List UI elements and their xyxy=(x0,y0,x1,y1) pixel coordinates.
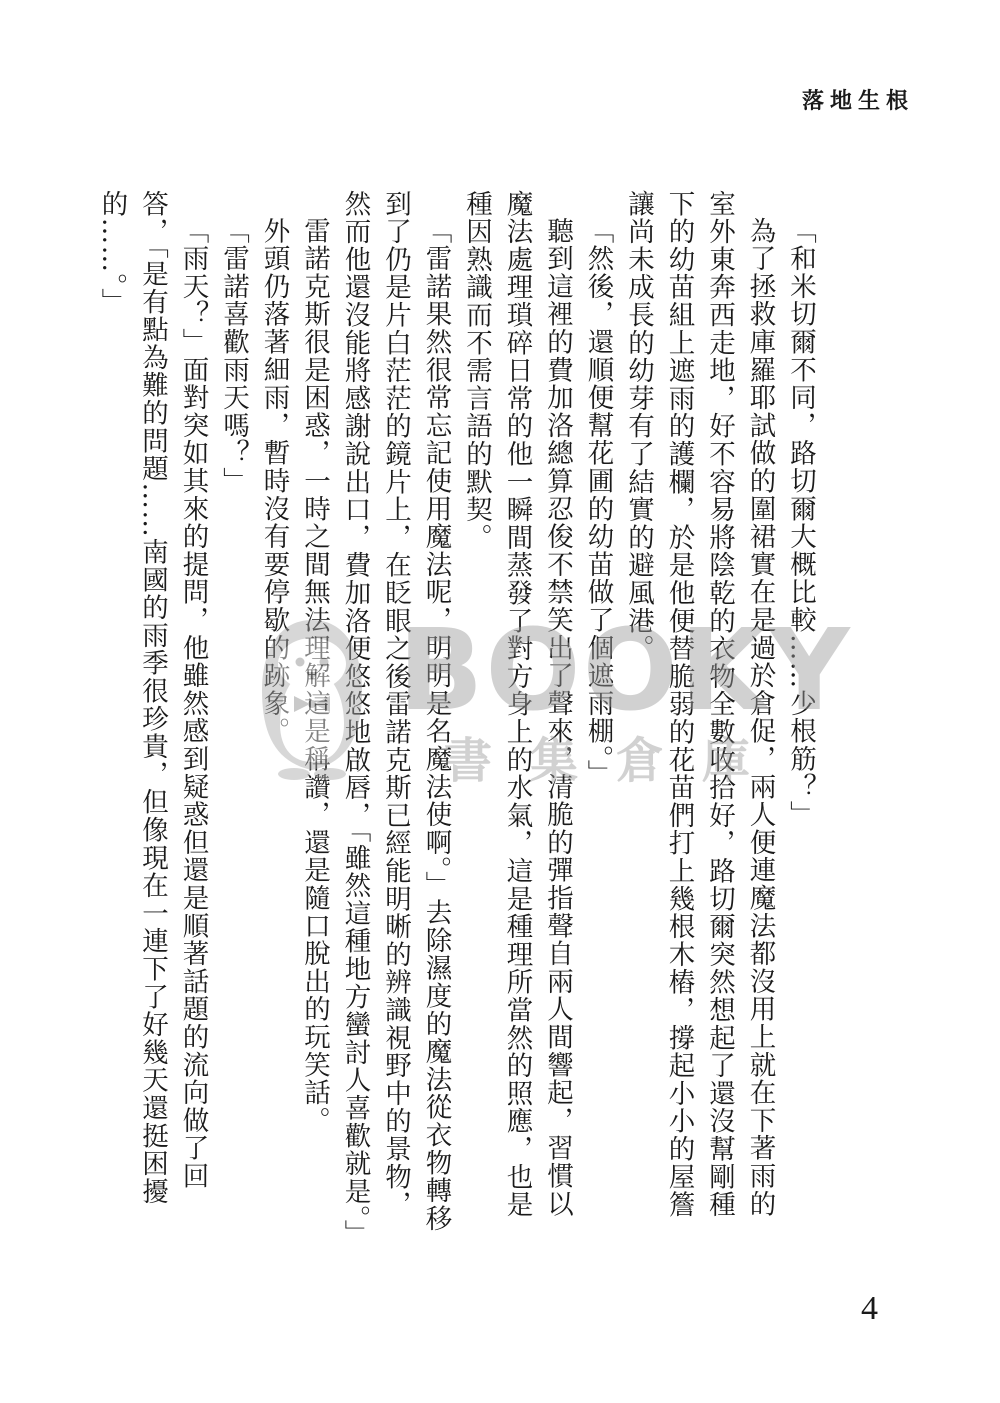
paragraph: 雷諾克斯很是困惑，一時之間無法理解這是稱讚，還是隨口脫出的玩笑話。 xyxy=(299,216,330,1134)
watermark-latin-text: BOOKY xyxy=(398,606,852,736)
paragraph: 外頭仍落著細雨，暫時沒有要停歇的跡象。 xyxy=(258,216,290,745)
page-number: 4 xyxy=(861,1290,878,1327)
paragraph: 「然後，還順便幫花圃的幼苗做了個遮雨棚。」 xyxy=(582,216,614,788)
paragraph: 「和米切爾不同，路切爾大概比較……少根筋？」 xyxy=(785,216,816,829)
running-title: 落地生根 xyxy=(801,89,914,114)
paragraph: 「雷諾喜歡雨天嗎？」 xyxy=(218,216,249,495)
watermark-chinese-text: 書集倉庫 xyxy=(444,733,789,789)
paragraph: 「雨天？」面對突如其來的提問，他雖然感到疑惑但還是順著話題的流向做了回答，「是有點為難的問題……南國的雨季很珍貴，但像現在一連下了好幾天還挺困擾的……。」 xyxy=(96,190,209,1206)
paragraph: 「雷諾果然很常忘記使用魔法呢，明明是名魔法使啊。」去除濕度的魔法從衣物轉移到了仍是片白茫茫的鏡片上，在眨眼之後雷諾克斯已經能明晰的辨識視野中的景物，然而他還沒能將感謝說出口，費加洛便悠悠地啟唇，「雖然這種地方蠻討人喜歡就是。」 xyxy=(339,190,452,1248)
paragraph: 聽到這裡的費加洛總算忍俊不禁笑出了聲來，清脆的彈指聲自兩人間響起，習慣以魔法處理瑣碎日常的他一瞬間蒸發了對方身上的水氣，這是種理所當然的照應，也是種因熟識而不需言語的默契。 xyxy=(461,190,573,1219)
body-text xyxy=(91,190,820,1248)
paragraph: 為了拯救庫羅耶試做的圍裙實在是過於倉促，兩人便連魔法都沒用上就在下著雨的室外東奔西走地，好不容易將陰乾的衣物全數收拾好，路切爾突然想起了還沒幫剛種下的幼苗組上遮雨的護欄，於是他便替脆弱的花苗們打上幾根木樁，撐起小小的屋簷讓尚未成長的幼芽有了結實的避風港。 xyxy=(623,190,776,1219)
